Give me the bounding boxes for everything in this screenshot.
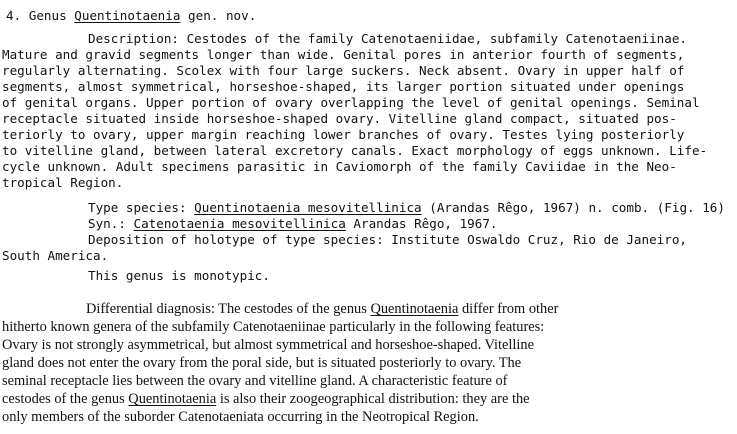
monotypic-statement: This genus is monotypic. bbox=[88, 268, 270, 283]
differential-line bbox=[86, 301, 558, 317]
differential-line: only members of the suborder Catenotaeniata occurring in the Neotropical Region. bbox=[2, 409, 479, 425]
description-line: of genital organs. Upper portion of ovary overlapping the level of genital openings. Seminal bbox=[2, 95, 700, 110]
description-line: cycle unknown. Adult specimens parasitic in Caviomorph of the family Caviidae in the Neo- bbox=[2, 159, 677, 174]
figure-reference: (Fig. 16) bbox=[656, 200, 725, 215]
description-line: to vitelline gland, between lateral excretory canals. Exact morphology of eggs unknown. Life- bbox=[2, 143, 708, 158]
synonym-authority: Arandas Rêgo, 1967. bbox=[353, 216, 498, 231]
genus-name: Quentinotaenia bbox=[128, 391, 217, 407]
differential-text: Differential diagnosis: The cestodes of the genus bbox=[86, 301, 367, 317]
synonym-name: Catenotaenia mesovitellinica bbox=[133, 216, 346, 231]
genus-name: Quentinotaenia bbox=[370, 301, 459, 317]
type-species-label: Type species: bbox=[88, 200, 187, 215]
description-line: Description: Cestodes of the family Catenotaeniidae, subfamily Catenotaeniinae. bbox=[88, 31, 687, 46]
section-title-prefix: Genus bbox=[28, 8, 67, 23]
differential-line: gland does not enter the ovary from the poral side, but is situated posteriorly to ovary. The bbox=[2, 355, 522, 371]
differential-text: is also their zoogeographical distribution: they are the bbox=[219, 391, 530, 407]
type-species-name: Quentinotaenia mesovitellinica bbox=[194, 200, 422, 215]
differential-line: hitherto known genera of the subfamily Catenotaeniinae particularly in the following features: bbox=[2, 319, 545, 335]
differential-line: seminal receptacle lies between the ovary and vitelline gland. A characteristic feature of bbox=[2, 373, 508, 389]
genus-name: Quentinotaenia bbox=[74, 8, 181, 23]
type-species-authority: (Arandas Rêgo, 1967) n. comb. bbox=[429, 200, 650, 215]
type-species-line bbox=[88, 200, 725, 216]
description-line: receptacle situated inside horseshoe-shaped ovary. Vitelline gland compact, situated pos- bbox=[2, 111, 677, 126]
differential-text: cestodes of the genus bbox=[2, 391, 125, 407]
description-line: teriorly to ovary, upper margin reaching lower branches of ovary. Testes lying posteriorly bbox=[2, 127, 685, 142]
section-heading bbox=[6, 8, 256, 24]
synonym-label: Syn.: bbox=[88, 216, 126, 231]
differential-line bbox=[2, 391, 530, 407]
deposition-line: Deposition of holotype of type species: Institute Oswaldo Cruz, Rio de Janeiro, bbox=[88, 232, 687, 247]
description-line: segments, almost symmetrical, horseshoe-shaped, its larger portion situated under openings bbox=[2, 79, 685, 94]
description-line: tropical Region. bbox=[2, 175, 124, 190]
differential-line: Ovary is not strongly asymmetrical, but almost symmetrical and horseshoe-shaped. Vitelline bbox=[2, 337, 535, 353]
differential-text: differ from other bbox=[461, 301, 559, 317]
section-number: 4. bbox=[6, 8, 22, 23]
synonym-line bbox=[88, 216, 497, 232]
deposition-line: South America. bbox=[2, 248, 109, 263]
description-line: regularly alternating. Scolex with four large suckers. Neck absent. Ovary in upper half of bbox=[2, 63, 685, 78]
description-line: Mature and gravid segments longer than wide. Genital pores in anterior fourth of segments, bbox=[2, 47, 685, 62]
section-title-suffix: gen. nov. bbox=[188, 8, 257, 23]
